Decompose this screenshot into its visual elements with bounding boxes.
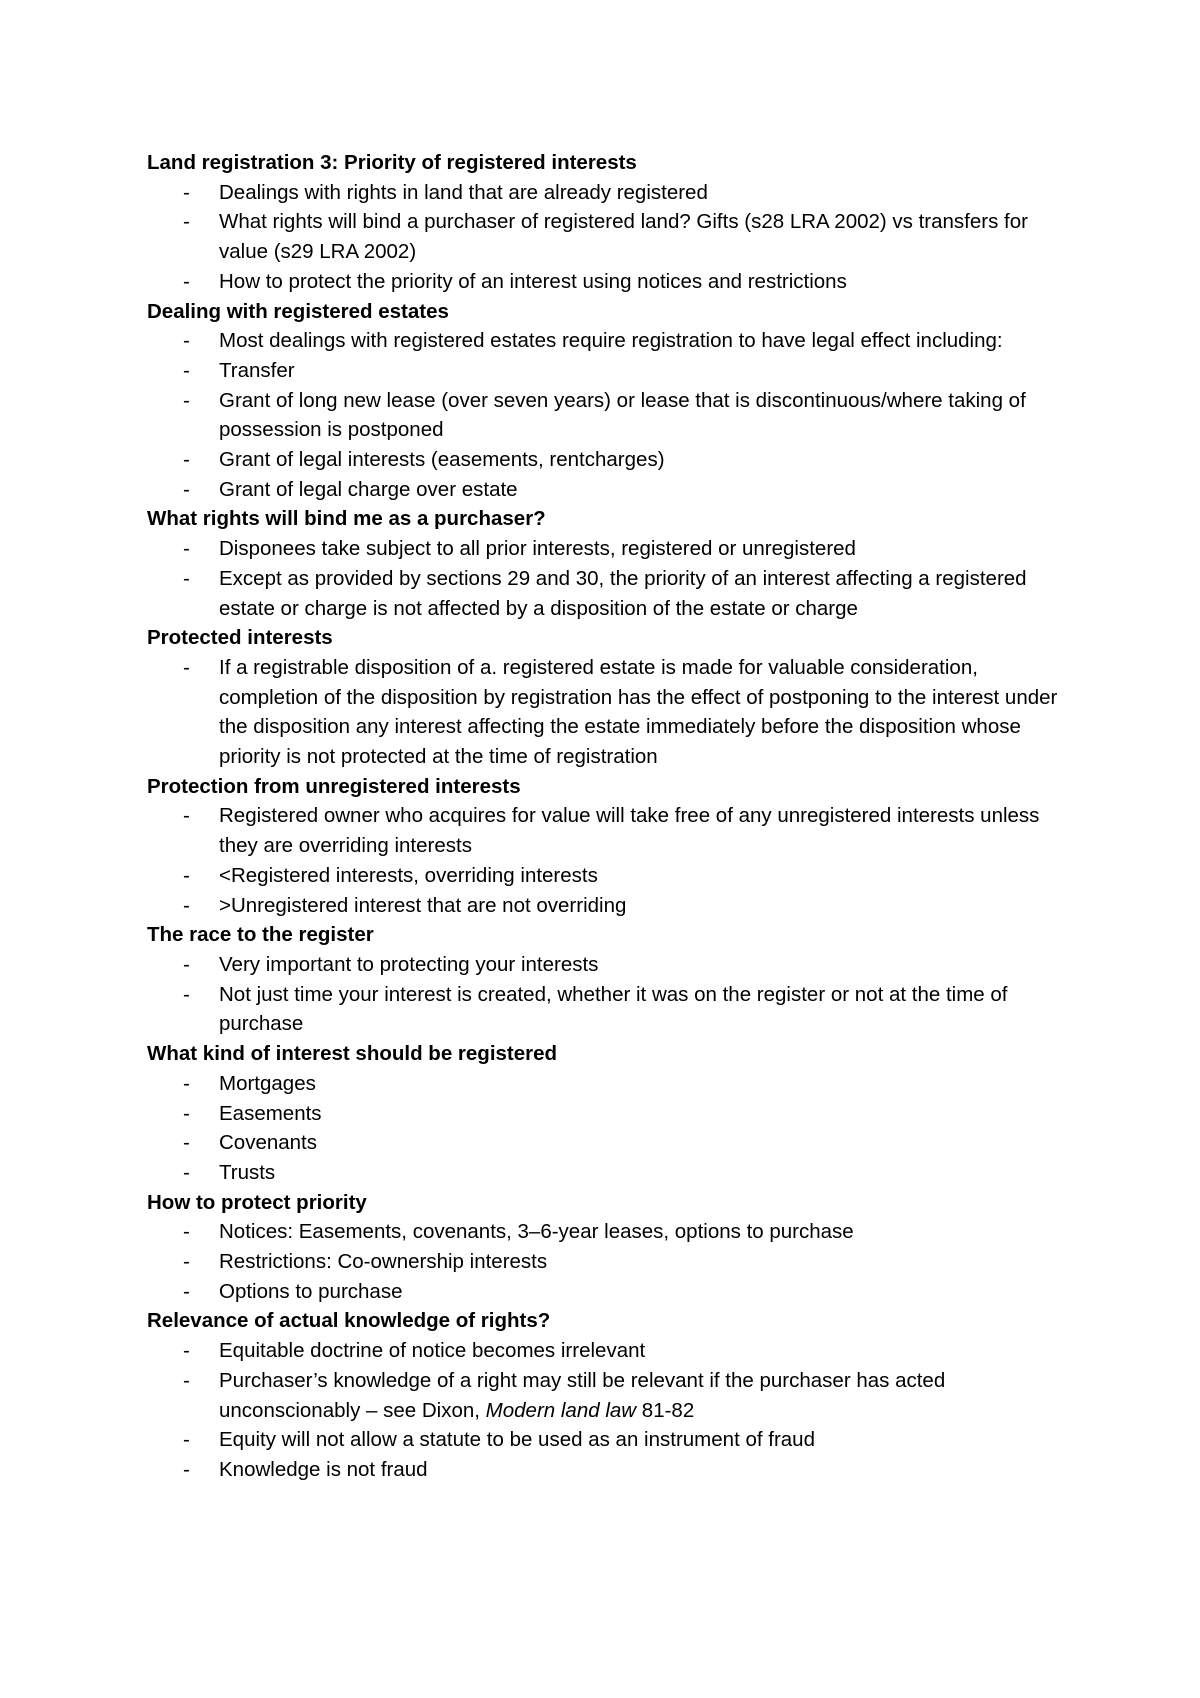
list-item-text: Purchaser’s knowledge of a right may still be relevant if the purchaser has acted unconscionably – see Dixon,	[219, 1368, 946, 1422]
section-heading: Land registration 3: Priority of registered interests	[147, 151, 637, 174]
list-item	[147, 1217, 1077, 1247]
section-heading: What kind of interest should be registered	[147, 1042, 558, 1066]
dash-bullet: -	[183, 804, 190, 828]
list-item-text: Grant of legal charge over estate	[219, 477, 518, 501]
list-item-text: Equity will not allow a statute to be used as an instrument of fraud	[219, 1428, 815, 1452]
list-item	[147, 356, 1077, 386]
section-heading: What rights will bind me as a purchaser?	[147, 507, 546, 531]
list-item-text: Trusts	[219, 1160, 276, 1184]
dash-bullet: -	[183, 952, 190, 976]
list-item	[147, 653, 1077, 772]
list-item-text: Grant of legal interests (easements, rentcharges)	[219, 448, 665, 472]
list-item	[147, 1455, 1077, 1485]
dash-bullet: -	[183, 477, 190, 501]
list-item	[147, 178, 1077, 208]
list-item-text: Not just time your interest is created, whether it was on the register or not at the time of purchase	[219, 982, 1008, 1036]
list-item	[147, 1247, 1077, 1277]
list-item-text: Mortgages	[219, 1071, 316, 1095]
list-item-text: <Registered interests, overriding interests	[219, 863, 598, 887]
dash-bullet: -	[183, 1279, 190, 1303]
list-item	[147, 861, 1077, 891]
dash-bullet: -	[183, 329, 190, 353]
section	[147, 1306, 1077, 1484]
list-item-text: How to protect the priority of an interest using notices and restrictions	[219, 269, 847, 293]
dash-bullet: -	[183, 982, 190, 1006]
dash-bullet: -	[183, 537, 190, 561]
list-item	[147, 267, 1077, 297]
dash-bullet: -	[183, 566, 190, 590]
book-title: Modern land law	[485, 1398, 637, 1422]
list-item	[147, 1099, 1077, 1129]
list-item	[147, 1366, 1077, 1425]
dash-bullet: -	[183, 655, 190, 679]
list-item	[147, 1158, 1077, 1188]
dash-bullet: -	[183, 180, 190, 204]
list-item	[147, 1069, 1077, 1099]
bullet-list	[147, 178, 1077, 297]
list-item	[147, 326, 1077, 356]
list-item-text: Easements	[219, 1101, 322, 1125]
section	[147, 772, 1077, 921]
dash-bullet: -	[183, 1457, 190, 1481]
list-item-text: What rights will bind a purchaser of registered land? Gifts (s28 LRA 2002) vs transfers for value (s29 LRA 2002)	[219, 210, 1028, 264]
list-item	[147, 891, 1077, 921]
list-item-text: Covenants	[219, 1131, 318, 1155]
document-body	[147, 148, 1077, 1485]
dash-bullet: -	[183, 1428, 190, 1452]
dash-bullet: -	[183, 1368, 190, 1392]
list-item	[147, 445, 1077, 475]
list-item	[147, 801, 1077, 860]
bullet-list	[147, 1217, 1077, 1306]
list-item-text: Restrictions: Co-ownership interests	[219, 1250, 548, 1274]
dash-bullet: -	[183, 893, 190, 917]
list-item-text: Knowledge is not fraud	[219, 1457, 428, 1481]
section	[147, 297, 1077, 505]
list-item-text: Very important to protecting your interests	[219, 952, 599, 976]
list-item-text: Dealings with rights in land that are already registered	[219, 180, 708, 204]
bullet-list	[147, 534, 1077, 623]
dash-bullet: -	[183, 358, 190, 382]
list-item	[147, 1128, 1077, 1158]
bullet-list	[147, 1069, 1077, 1188]
list-item-text: Transfer	[219, 358, 295, 382]
dash-bullet: -	[183, 1160, 190, 1184]
section-heading: Relevance of actual knowledge of rights?	[147, 1309, 551, 1333]
list-item-text: Notices: Easements, covenants, 3–6-year leases, options to purchase	[219, 1220, 854, 1244]
bullet-list	[147, 653, 1077, 772]
list-item	[147, 1277, 1077, 1307]
list-item	[147, 534, 1077, 564]
list-item	[147, 1425, 1077, 1455]
list-item-text: Equitable doctrine of notice becomes irrelevant	[219, 1339, 646, 1363]
list-item-text: Options to purchase	[219, 1279, 403, 1303]
list-item-text: Disponees take subject to all prior interests, registered or unregistered	[219, 537, 856, 561]
dash-bullet: -	[183, 1250, 190, 1274]
list-item-text: Except as provided by sections 29 and 30, the priority of an interest affecting a registered estate or charge is not affected by a disposition of the estate or charge	[219, 566, 1027, 620]
section	[147, 1039, 1077, 1188]
section	[147, 1188, 1077, 1307]
section	[147, 504, 1077, 623]
section-heading: How to protect priority	[147, 1190, 367, 1214]
list-item-text: Registered owner who acquires for value will take free of any unregistered interests unless they are overriding interests	[219, 804, 1040, 858]
bullet-list	[147, 326, 1077, 504]
section	[147, 920, 1077, 1039]
list-item-text: Grant of long new lease (over seven years) or lease that is discontinuous/where taking of possession is postponed	[219, 388, 1026, 442]
list-item-text: Most dealings with registered estates require registration to have legal effect including:	[219, 329, 1003, 353]
page-reference: 81-82	[636, 1398, 695, 1422]
dash-bullet: -	[183, 388, 190, 412]
dash-bullet: -	[183, 448, 190, 472]
list-item	[147, 564, 1077, 623]
section-heading: The race to the register	[147, 923, 374, 947]
bullet-list	[147, 950, 1077, 1039]
section-heading: Protected interests	[147, 626, 333, 650]
dash-bullet: -	[183, 1101, 190, 1125]
list-item	[147, 1336, 1077, 1366]
bullet-list	[147, 1336, 1077, 1485]
list-item-text: >Unregistered interest that are not overriding	[219, 893, 627, 917]
bullet-list	[147, 801, 1077, 920]
dash-bullet: -	[183, 1071, 190, 1095]
dash-bullet: -	[183, 269, 190, 293]
section	[147, 148, 1077, 297]
list-item	[147, 950, 1077, 980]
section	[147, 623, 1077, 772]
section-heading: Protection from unregistered interests	[147, 774, 521, 798]
list-item	[147, 980, 1077, 1039]
section-heading: Dealing with registered estates	[147, 299, 449, 323]
list-item	[147, 475, 1077, 505]
dash-bullet: -	[183, 210, 190, 234]
list-item	[147, 386, 1077, 445]
dash-bullet: -	[183, 1131, 190, 1155]
dash-bullet: -	[183, 863, 190, 887]
list-item	[147, 207, 1077, 266]
list-item-text: If a registrable disposition of a. registered estate is made for valuable consideration, completion of the disposition by registration has the effect of postponing to the interest under the disposition any interest affecting the estate immediately before the disposition whose priority is not protected at the time of registration	[219, 655, 1058, 769]
dash-bullet: -	[183, 1339, 190, 1363]
dash-bullet: -	[183, 1220, 190, 1244]
